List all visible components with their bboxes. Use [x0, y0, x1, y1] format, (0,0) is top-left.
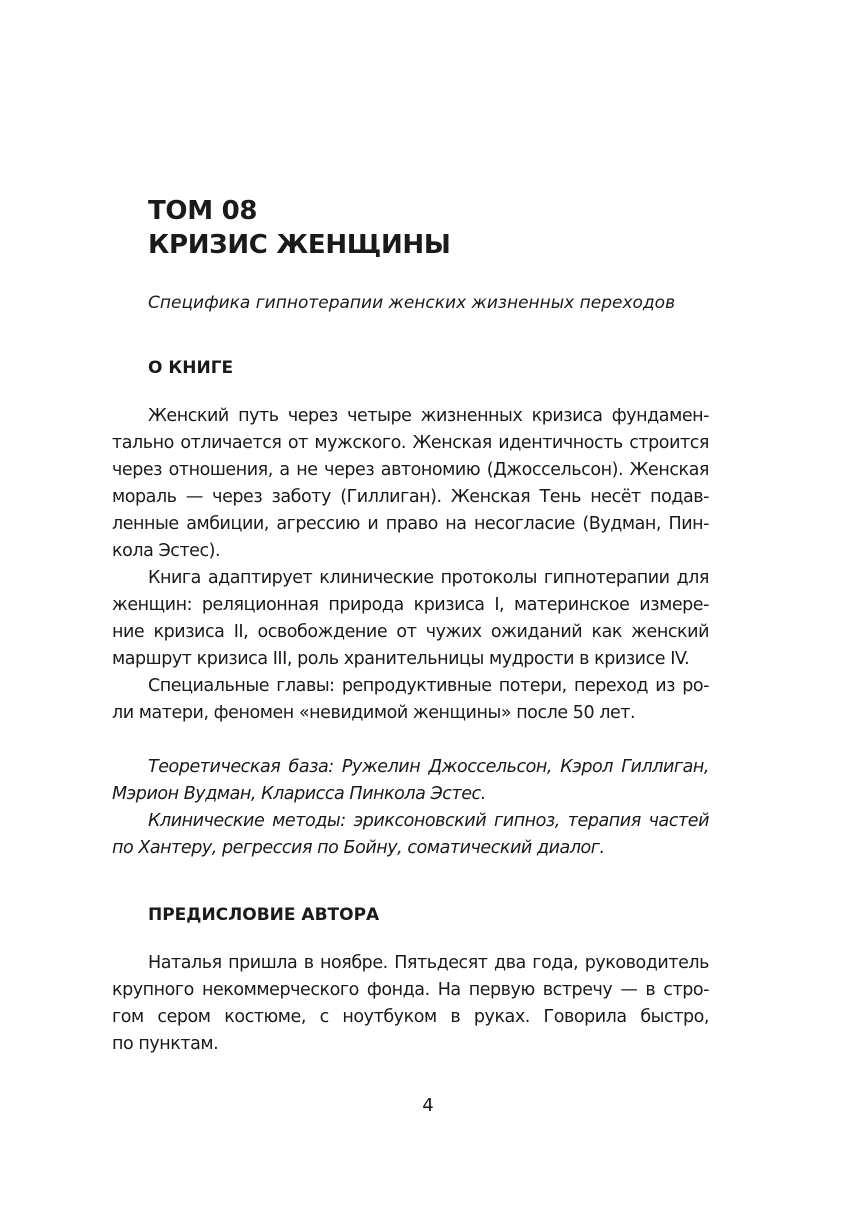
- about-line: тально отличается от мужского. Женская идентичность строится: [112, 433, 709, 453]
- about-line: ли матери, феномен «невидимой женщины» после 50 лет.: [112, 703, 636, 723]
- volume-label: ТОМ 08: [148, 196, 258, 226]
- about-line: Женский путь через четыре жизненных кризиса фундамен-: [148, 406, 709, 426]
- preface-heading: ПРЕДИСЛОВИЕ АВТОРА: [148, 905, 380, 925]
- about-line: мораль — через заботу (Гиллиган). Женская Тень несёт подав-: [112, 487, 709, 507]
- about-line: ленные амбиции, агрессию и право на несогласие (Вудман, Пин-: [112, 514, 709, 534]
- preface-line: по пунктам.: [112, 1034, 219, 1054]
- title-block: [148, 194, 708, 262]
- about-line: ние кризиса II, освобождение от чужих ожиданий как женский: [112, 622, 709, 642]
- about-heading: О КНИГЕ: [148, 358, 234, 378]
- methods-note-line: по Хантеру, регрессия по Бойну, соматический диалог.: [112, 838, 605, 858]
- theory-note-line: Теоретическая база: Ружелин Джоссельсон, Кэрол Гиллиган,: [148, 757, 709, 777]
- about-line: женщин: реляционная природа кризиса I, материнское измере-: [112, 595, 709, 615]
- about-line: через отношения, а не через автономию (Джоссельсон). Женская: [112, 460, 709, 480]
- page-number: 4: [422, 1095, 434, 1116]
- about-line: Книга адаптирует клинические протоколы гипнотерапии для: [148, 568, 709, 588]
- methods-note-line: Клинические методы: эриксоновский гипноз, терапия частей: [148, 811, 709, 831]
- about-line: Специальные главы: репродуктивные потери, переход из ро-: [148, 676, 709, 696]
- book-subtitle: Специфика гипнотерапии женских жизненных переходов: [148, 293, 676, 313]
- about-line: кола Эстес).: [112, 541, 221, 561]
- preface-line: гом сером костюме, с ноутбуком в руках. Говорила быстро,: [112, 1007, 709, 1027]
- theory-note-line: Мэрион Вудман, Кларисса Пинкола Эстес.: [112, 784, 486, 804]
- book-title: КРИЗИС ЖЕНЩИНЫ: [148, 230, 451, 260]
- preface-line: крупного некоммерческого фонда. На первую встречу — в стро-: [112, 980, 709, 1000]
- about-line: маршрут кризиса III, роль хранительницы мудрости в кризисе IV.: [112, 649, 690, 669]
- preface-line: Наталья пришла в ноябре. Пятьдесят два года, руководитель: [148, 953, 709, 973]
